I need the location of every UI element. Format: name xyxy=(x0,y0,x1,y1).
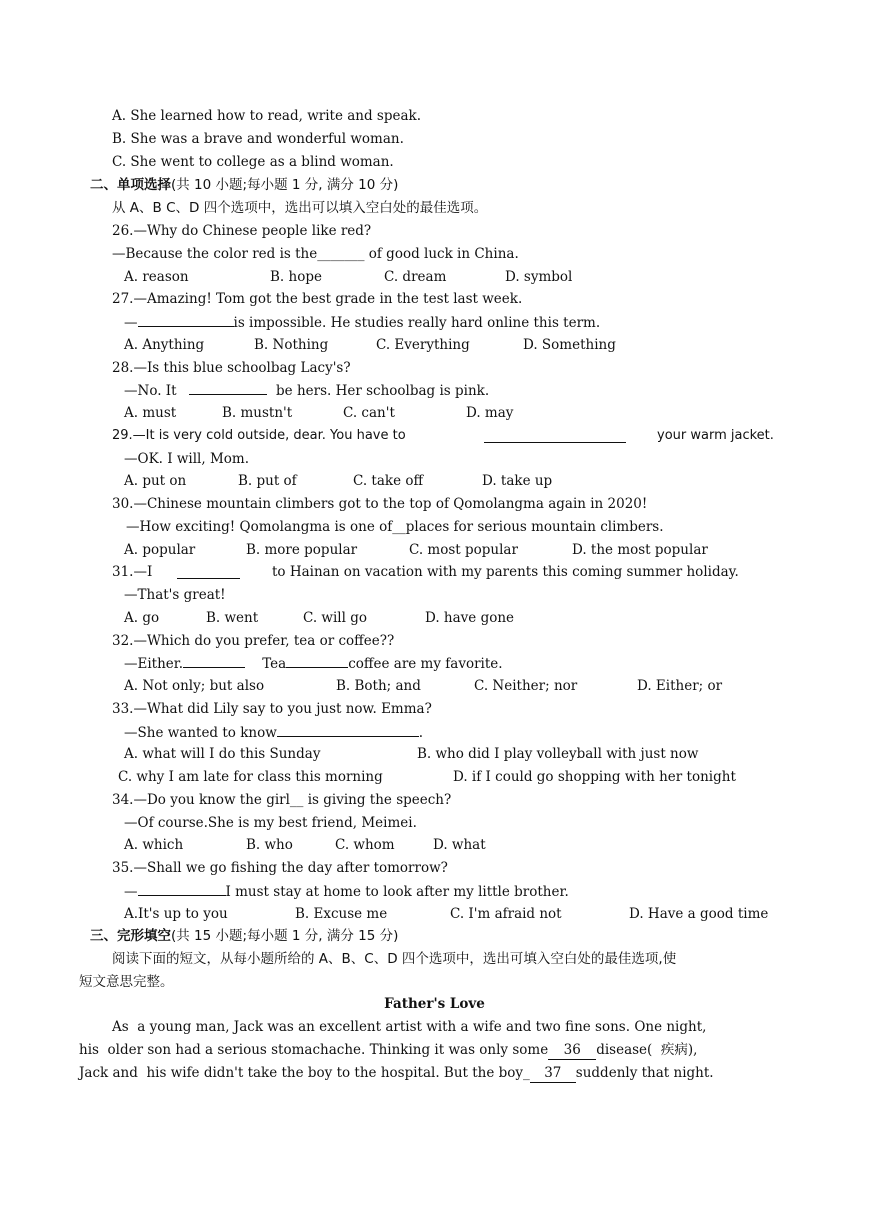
q35-option-c: C. I'm afraid not xyxy=(450,906,562,922)
q33-option-d: D. if I could go shopping with her tonight xyxy=(453,769,736,785)
q29-question-end: your warm jacket. xyxy=(657,428,774,443)
q35-option-b: B. Excuse me xyxy=(295,906,388,922)
section-3-header xyxy=(90,927,398,945)
q35-answer: — I must stay at home to look after my little brother. xyxy=(124,884,569,900)
q33-option-b: B. who did I play volleyball with just now xyxy=(417,746,699,762)
section-2-header xyxy=(90,176,398,194)
blank-36: 36 xyxy=(548,1041,596,1060)
q29-option-c: C. take off xyxy=(353,473,424,489)
q27-answer: — is impossible. He studies really hard online this term. xyxy=(124,315,601,331)
q28-option-c: C. can't xyxy=(343,405,395,421)
passage-title: Father's Love xyxy=(384,996,485,1012)
q26-question: 26.—Why do Chinese people like red? xyxy=(112,223,372,239)
q33-option-c: C. why I am late for class this morning xyxy=(118,769,383,785)
section-3-instruction-line-1: 阅读下面的短文，从每小题所给的 A、B、C、D 四个选项中，选出可填入空白处的最佳选项,使 xyxy=(112,951,677,967)
prev-option-c: C. She went to college as a blind woman. xyxy=(112,154,394,170)
q31-option-a: A. go xyxy=(124,610,160,626)
q33-blank xyxy=(277,723,419,737)
q32-blank-1 xyxy=(183,654,245,668)
q31-option-b: B. went xyxy=(206,610,259,626)
q28-option-b: B. mustn't xyxy=(222,405,293,421)
section-2-number: 二、 xyxy=(90,177,117,193)
q30-option-d: D. the most popular xyxy=(572,542,708,558)
q31-option-c: C. will go xyxy=(303,610,367,626)
section-3-title: 完形填空 xyxy=(117,928,171,944)
q28-option-a: A. must xyxy=(124,405,177,421)
section-3-instruction-line-2: 短文意思完整。 xyxy=(79,974,174,990)
q28-option-d: D. may xyxy=(466,405,514,421)
q29-question: 29.—It is very cold outside, dear. You have to xyxy=(112,428,406,443)
q32-answer: —Either. Tea coffee are my favorite. xyxy=(124,656,503,672)
q31-question-end: to Hainan on vacation with my parents this coming summer holiday. xyxy=(272,564,739,580)
passage-line-1: As a young man, Jack was an excellent artist with a wife and two fine sons. One night, xyxy=(112,1019,707,1035)
q32-option-b: B. Both; and xyxy=(336,678,421,694)
q28-question: 28.—Is this blue schoolbag Lacy's? xyxy=(112,360,351,376)
q34-answer: —Of course.She is my best friend, Meimei. xyxy=(124,815,417,831)
q27-option-c: C. Everything xyxy=(376,337,470,353)
section-2-info: (共 10 小题;每小题 1 分, 满分 10 分) xyxy=(171,177,399,193)
q35-option-a: A.It's up to you xyxy=(124,906,228,922)
q34-option-d: D. what xyxy=(433,837,486,853)
q35-question: 35.—Shall we go fishing the day after tomorrow? xyxy=(112,860,448,876)
q27-question: 27.—Amazing! Tom got the best grade in the test last week. xyxy=(112,291,523,307)
q27-option-a: A. Anything xyxy=(124,337,205,353)
q30-option-a: A. popular xyxy=(124,542,196,558)
q33-answer: —She wanted to know . xyxy=(124,725,424,741)
q30-question: 30.—Chinese mountain climbers got to the top of Qomolangma again in 2020! xyxy=(112,496,648,512)
q32-option-d: D. Either; or xyxy=(637,678,723,694)
q34-option-c: C. whom xyxy=(335,837,395,853)
section-3-info: (共 15 小题;每小题 1 分, 满分 15 分) xyxy=(171,928,399,944)
q29-option-d: D. take up xyxy=(482,473,553,489)
q26-option-c: C. dream xyxy=(384,269,447,285)
q34-option-b: B. who xyxy=(246,837,293,853)
q35-blank xyxy=(138,882,226,896)
q26-option-d: D. symbol xyxy=(505,269,573,285)
section-3-number: 三、 xyxy=(90,928,117,944)
prev-option-b: B. She was a brave and wonderful woman. xyxy=(112,131,404,147)
q29-option-b: B. put of xyxy=(238,473,297,489)
q28-answer: —No. It be hers. Her schoolbag is pink. xyxy=(124,383,490,399)
prev-option-a: A. She learned how to read, write and speak. xyxy=(112,108,421,124)
section-2-title: 单项选择 xyxy=(117,177,171,193)
q30-option-c: C. most popular xyxy=(409,542,518,558)
q29-option-a: A. put on xyxy=(124,473,187,489)
q26-option-b: B. hope xyxy=(270,269,322,285)
q32-option-c: C. Neither; nor xyxy=(474,678,578,694)
passage-line-3: Jack and his wife didn't take the boy to the hospital. But the boy_ 37 suddenly that night. xyxy=(79,1065,714,1081)
q33-option-a: A. what will I do this Sunday xyxy=(124,746,321,762)
q32-question: 32.—Which do you prefer, tea or coffee?? xyxy=(112,633,395,649)
section-2-instruction: 从 A、B C、D 四个选项中，选出可以填入空白处的最佳选项。 xyxy=(112,200,488,216)
q28-blank xyxy=(189,381,267,395)
q35-option-d: D. Have a good time xyxy=(629,906,769,922)
q31-question: 31.—I xyxy=(112,564,153,580)
q34-option-a: A. which xyxy=(124,837,184,853)
passage-line-2: his older son had a serious stomachache. Thinking it was only some 36 disease( 疾病), xyxy=(79,1042,698,1058)
blank-37: 37 xyxy=(530,1064,576,1083)
q26-answer: —Because the color red is the_______ of good luck in China. xyxy=(112,246,519,262)
q29-answer: —OK. I will, Mom. xyxy=(124,451,249,467)
q32-blank-2 xyxy=(286,654,348,668)
q26-option-a: A. reason xyxy=(124,269,189,285)
q27-option-d: D. Something xyxy=(523,337,616,353)
q31-blank xyxy=(177,565,240,579)
q34-question: 34.—Do you know the girl__ is giving the speech? xyxy=(112,792,452,808)
q27-option-b: B. Nothing xyxy=(254,337,329,353)
q31-answer: —That's great! xyxy=(124,587,226,603)
q30-option-b: B. more popular xyxy=(246,542,358,558)
q30-answer: —How exciting! Qomolangma is one of__places for serious mountain climbers. xyxy=(126,519,664,535)
q29-blank xyxy=(484,429,626,443)
q31-option-d: D. have gone xyxy=(425,610,515,626)
q32-option-a: A. Not only; but also xyxy=(124,678,265,694)
q27-blank xyxy=(138,313,234,327)
q33-question: 33.—What did Lily say to you just now. Emma? xyxy=(112,701,432,717)
